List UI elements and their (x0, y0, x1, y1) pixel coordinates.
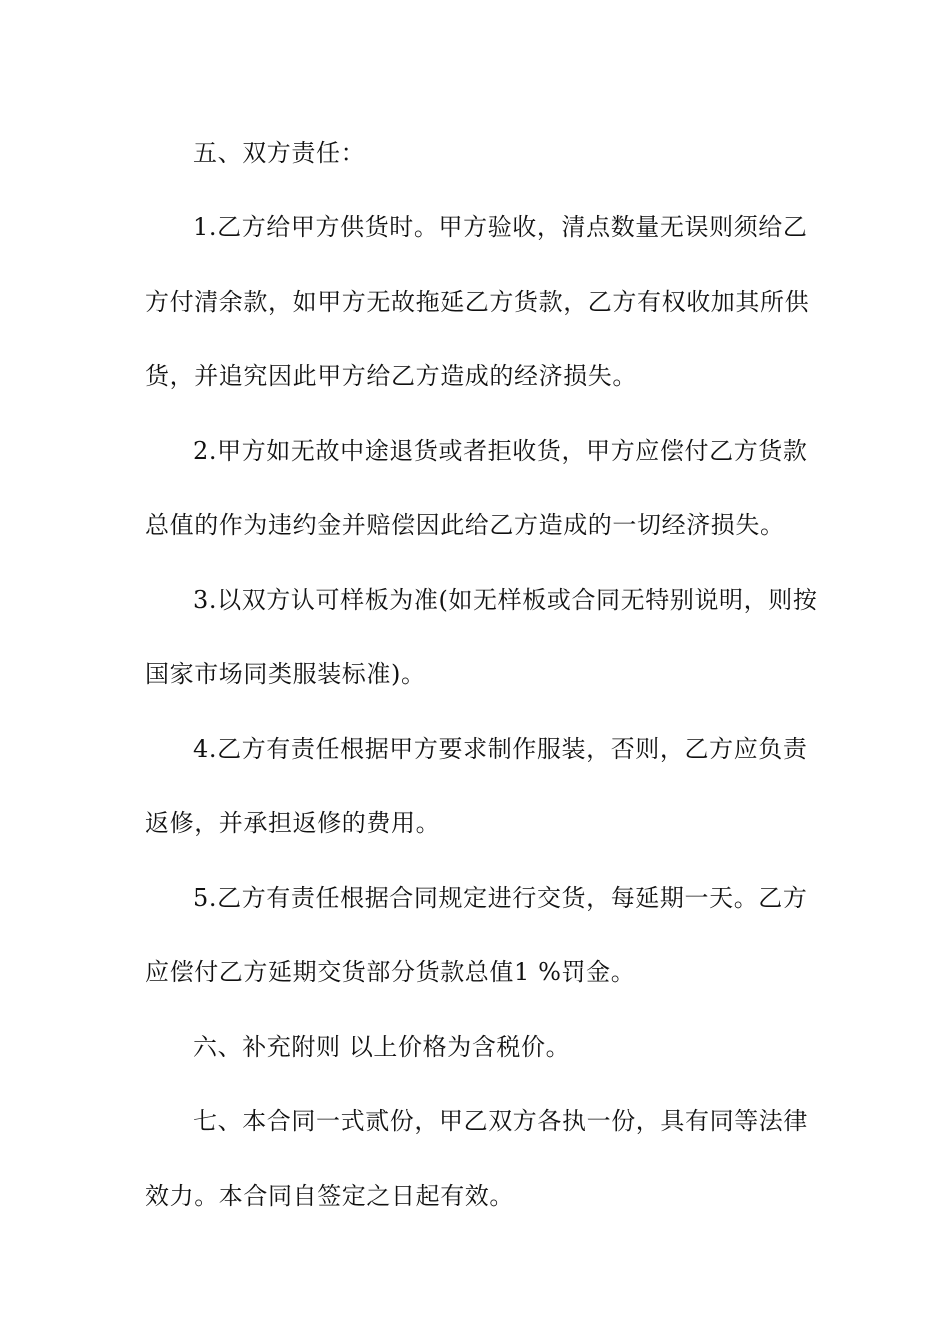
clause-2-line-2: 总值的作为违约金并赔偿因此给乙方造成的一切经济损失。 (145, 511, 785, 539)
section-copies-line-1: 七、本合同一式贰份，甲乙双方各执一份，具有同等法律 (193, 1107, 808, 1135)
clause-3-line-1: 3.以双方认可样板为准(如无样板或合同无特别说明，则按 (193, 586, 818, 614)
clause-1-line-2: 方付清余款，如甲方无故拖延乙方货款，乙方有权收加其所供 (145, 288, 810, 316)
clause-4-line-1: 4.乙方有责任根据甲方要求制作服装，否则，乙方应负责 (193, 735, 808, 763)
section-heading-responsibilities: 五、双方责任： (193, 139, 366, 167)
clause-1-line-3: 货，并追究因此甲方给乙方造成的经济损失。 (145, 362, 637, 390)
clause-5-line-2: 应偿付乙方延期交货部分货款总值1 %罚金。 (145, 958, 636, 986)
clause-5-line-1: 5.乙方有责任根据合同规定进行交货，每延期一天。乙方 (193, 884, 808, 912)
section-supplementary: 六、补充附则 以上价格为含税价。 (193, 1033, 571, 1061)
section-copies-line-2: 效力。本合同自签定之日起有效。 (145, 1182, 514, 1210)
clause-1-line-1: 1.乙方给甲方供货时。甲方验收，清点数量无误则须给乙 (193, 213, 808, 241)
clause-3-line-2: 国家市场同类服装标准)。 (145, 660, 426, 688)
clause-2-line-1: 2.甲方如无故中途退货或者拒收货，甲方应偿付乙方货款 (193, 437, 808, 465)
clause-4-line-2: 返修，并承担返修的费用。 (145, 809, 441, 837)
